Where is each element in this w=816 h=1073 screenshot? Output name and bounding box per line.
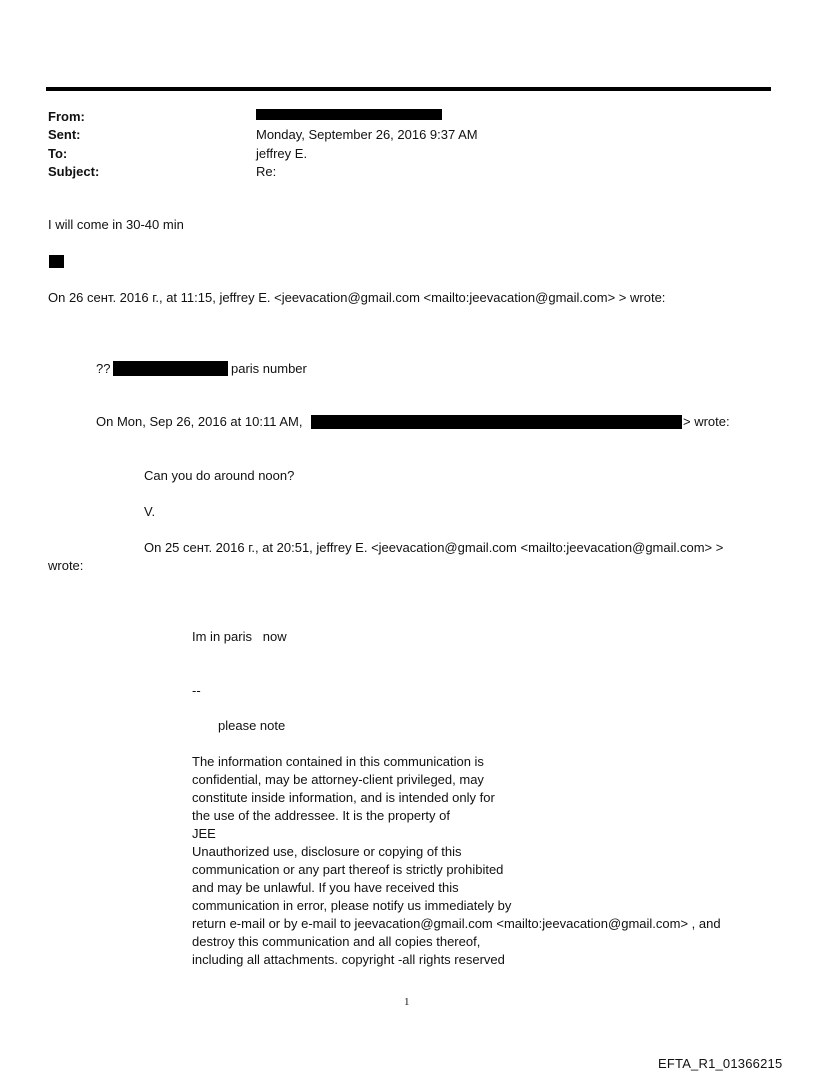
quote-header-1: On 26 сент. 2016 г., at 11:15, jeffrey E. <jeevacation@gmail.com <mailto:jeevacation@gmail.com> > wrote:: [48, 290, 666, 305]
disclaimer-line: and may be unlawful. If you have received this: [192, 880, 459, 895]
disclaimer-line: return e-mail or by e-mail to jeevacation@gmail.com <mailto:jeevacation@gmail.com> , and: [192, 916, 721, 931]
sender-redaction: [311, 415, 682, 429]
disclaimer-line: constitute inside information, and is intended only for: [192, 790, 495, 805]
sent-value: Monday, September 26, 2016 9:37 AM: [256, 127, 478, 142]
page-number: 1: [404, 996, 410, 1008]
disclaimer-line: communication in error, please notify us immediately by: [192, 898, 512, 913]
disclaimer-line: confidential, may be attorney-client privileged, may: [192, 772, 484, 787]
signature-redaction: [49, 255, 64, 268]
from-redaction: [256, 109, 442, 120]
to-label: To:: [48, 146, 68, 161]
disclaimer-line: JEE: [192, 826, 216, 841]
quote-header-2-prefix: On Mon, Sep 26, 2016 at 10:11 AM,: [96, 414, 303, 429]
from-label: From:: [48, 109, 85, 124]
quote1-prefix: ??: [96, 361, 111, 376]
disclaimer-line: destroy this communication and all copies thereof,: [192, 934, 481, 949]
subject-value: Re:: [256, 164, 277, 179]
message-line: I will come in 30-40 min: [48, 217, 184, 232]
disclaimer-line: The information contained in this communication is: [192, 754, 484, 769]
to-value: jeffrey E.: [256, 146, 308, 161]
header-rule: [46, 87, 771, 91]
quote2-sign: V.: [144, 504, 156, 519]
quote-header-3-wrap: wrote:: [48, 558, 84, 573]
quote3-text: Im in paris now: [192, 629, 287, 644]
disclaimer-line: including all attachments. copyright -all rights reserved: [192, 952, 505, 967]
disclaimer-line: Unauthorized use, disclosure or copying of this: [192, 844, 462, 859]
quote-header-3: On 25 сент. 2016 г., at 20:51, jeffrey E. <jeevacation@gmail.com <mailto:jeevacation@gmail.com> >: [144, 540, 724, 555]
quote-header-2-suffix: > wrote:: [683, 414, 730, 429]
number-redaction: [113, 361, 228, 376]
sent-label: Sent:: [48, 127, 81, 142]
disclaimer-line: communication or any part thereof is strictly prohibited: [192, 862, 504, 877]
disclaimer-line: the use of the addressee. It is the property of: [192, 808, 450, 823]
document-id: EFTA_R1_01366215: [658, 1056, 783, 1071]
disclaimer: [192, 753, 721, 969]
quote2-text: Can you do around noon?: [144, 468, 295, 483]
signature-separator: --: [192, 683, 201, 698]
quote1-text: paris number: [231, 361, 307, 376]
please-note: please note: [218, 718, 286, 733]
subject-label: Subject:: [48, 164, 100, 179]
